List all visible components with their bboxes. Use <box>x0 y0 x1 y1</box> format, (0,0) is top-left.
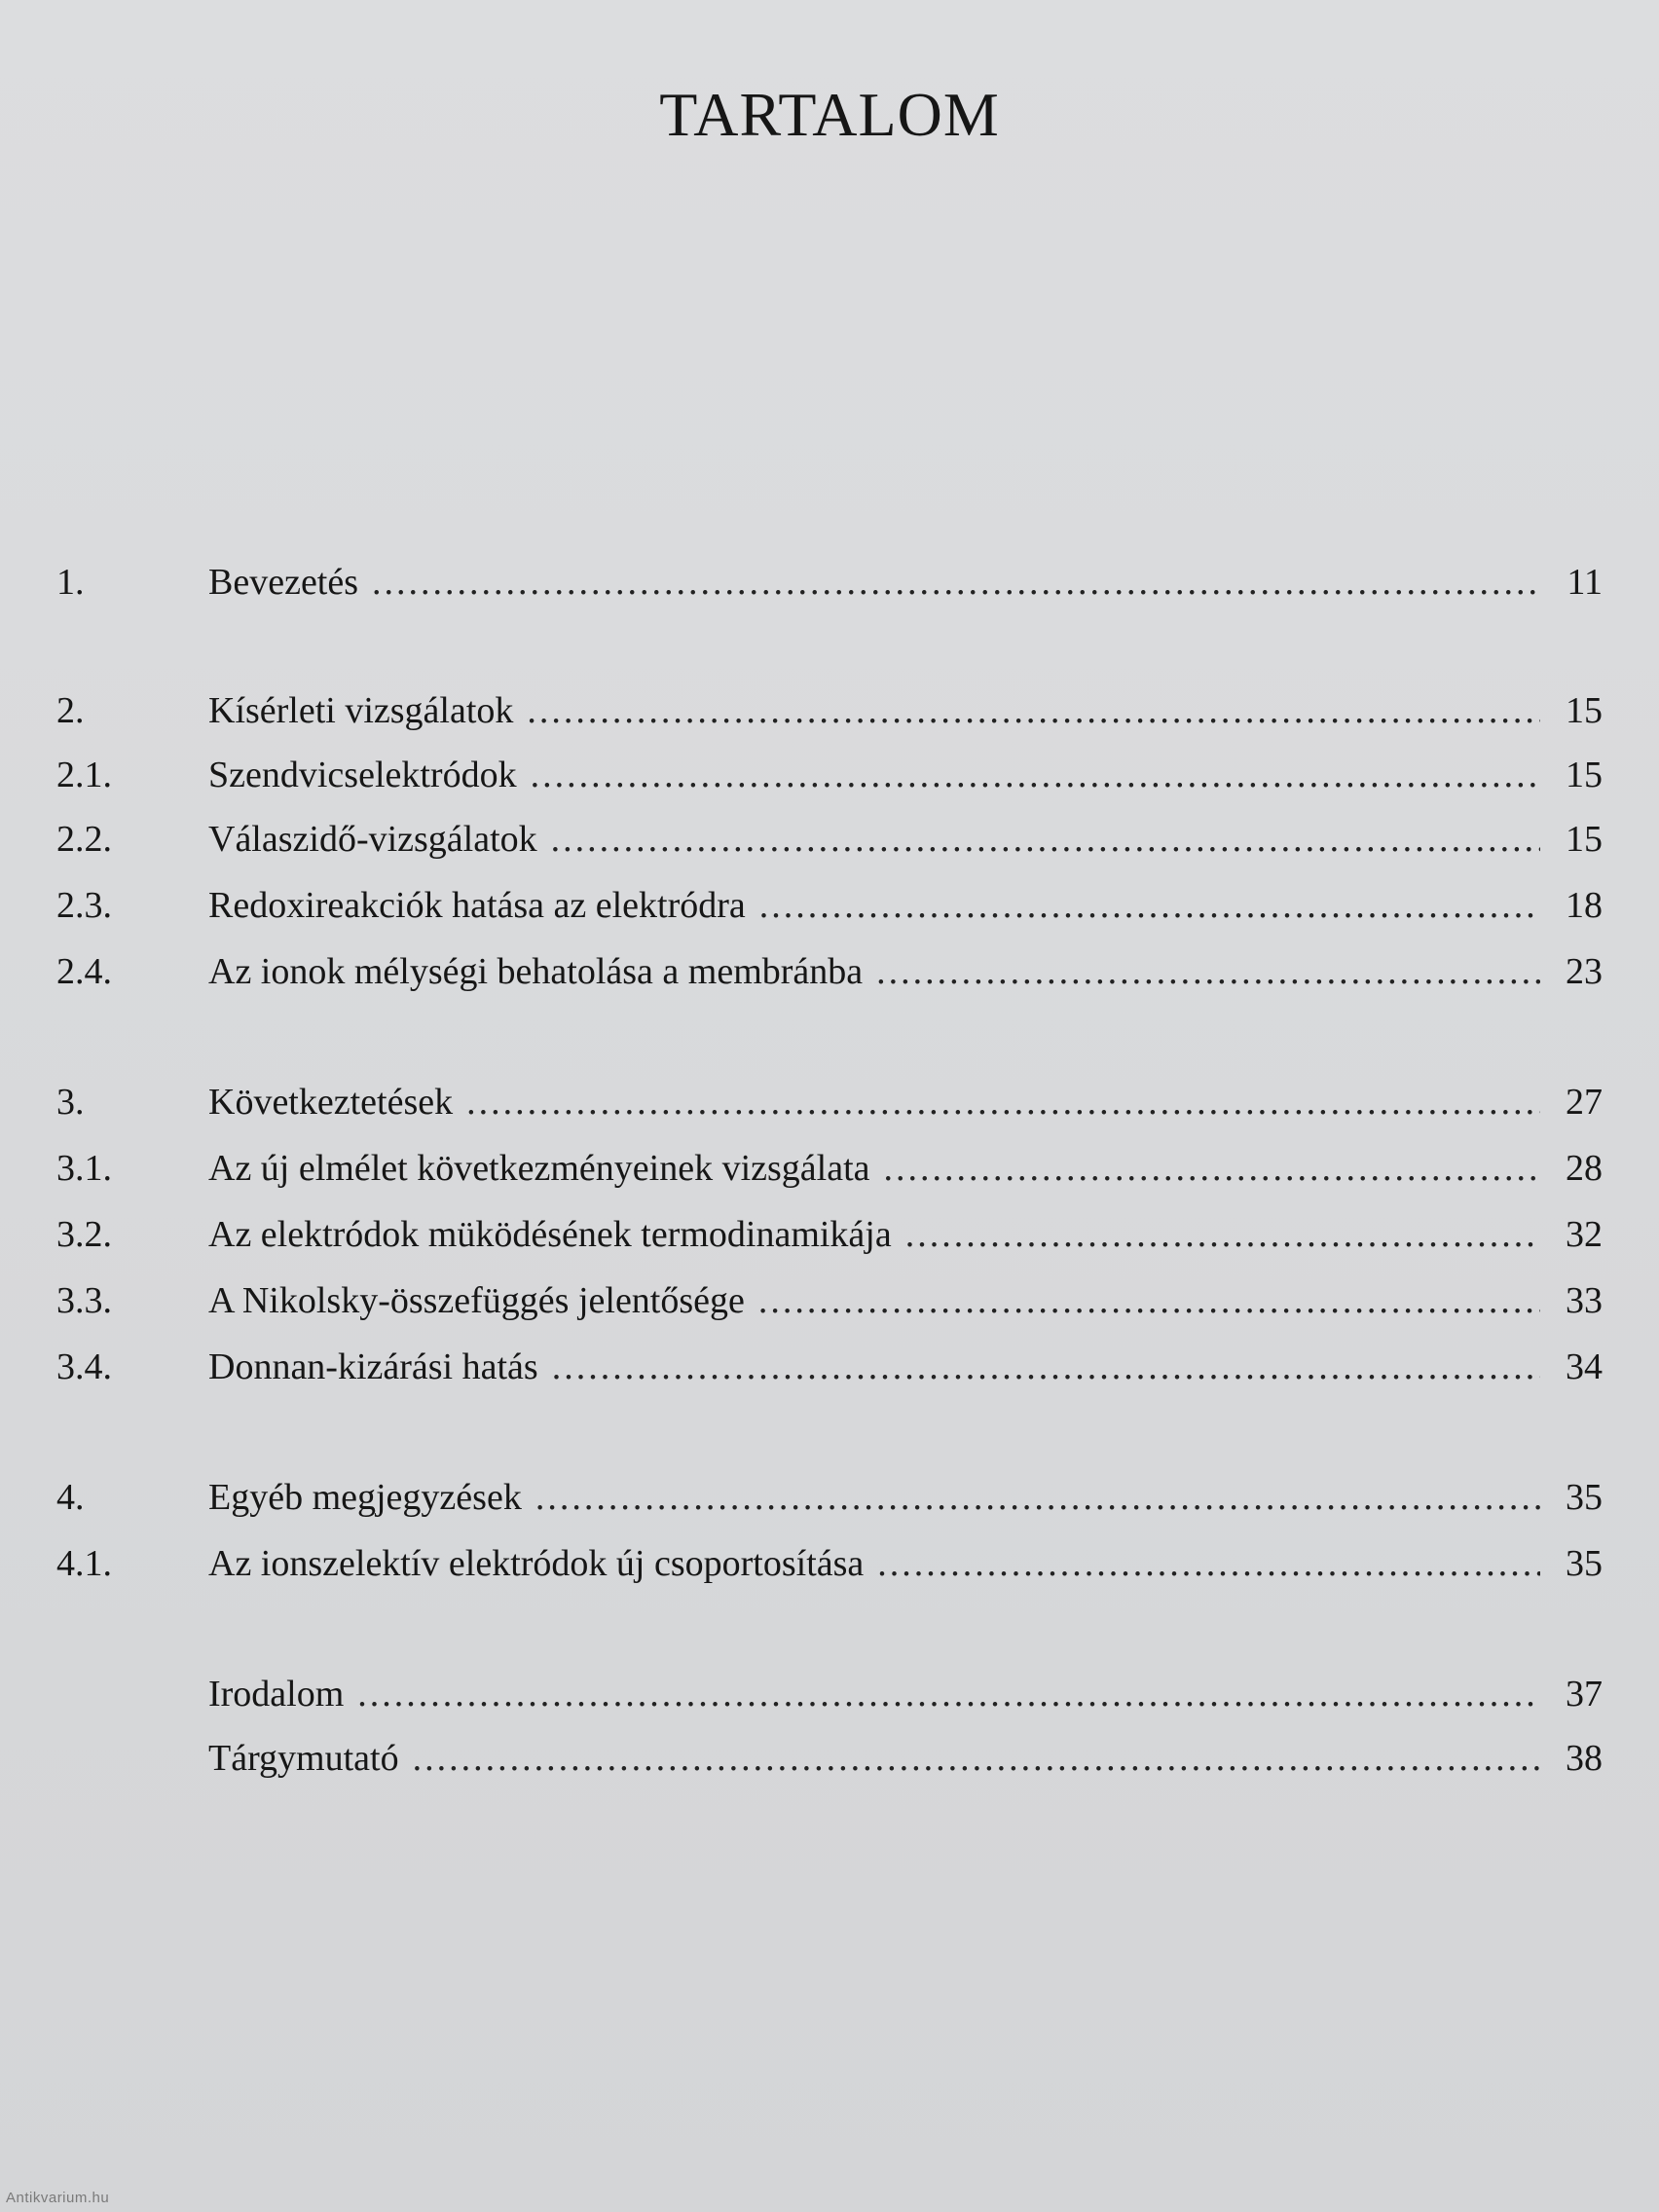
toc-page: 33 <box>1566 1280 1603 1321</box>
toc-label: Következtetések <box>208 1082 454 1123</box>
toc-label: Redoxireakciók hatása az elektródra <box>208 885 746 926</box>
toc-page: 38 <box>1566 1738 1603 1779</box>
toc-entry <box>0 940 1659 1003</box>
toc-number: 4. <box>56 1477 85 1518</box>
toc-leader <box>877 1532 1540 1595</box>
toc-label: Egyéb megjegyzések <box>208 1477 522 1518</box>
toc-entry <box>0 744 1659 806</box>
toc-leader <box>876 940 1540 1003</box>
toc-page: 15 <box>1566 819 1603 860</box>
toc-leader <box>466 1071 1540 1133</box>
toc-label: Bevezetés <box>208 562 359 603</box>
toc-label: Donnan-kizárási hatás <box>208 1346 538 1387</box>
watermark: Antikvarium.hu <box>6 2190 110 2206</box>
toc-number: 2.1. <box>56 755 112 795</box>
toc-number: 2.3. <box>56 885 112 926</box>
toc-number: 4.1. <box>56 1543 112 1584</box>
toc-number: 2.4. <box>56 951 112 992</box>
toc-number: 2. <box>56 690 85 731</box>
toc-page: 35 <box>1566 1543 1603 1584</box>
toc-label: Válaszidő-vizsgálatok <box>208 819 537 860</box>
toc-number: 3.2. <box>56 1214 112 1255</box>
page-title: TARTALOM <box>659 80 1000 149</box>
toc-page: 11 <box>1567 562 1603 603</box>
toc-entry <box>0 1727 1659 1789</box>
toc-leader <box>551 808 1540 870</box>
toc-entry <box>0 1071 1659 1133</box>
toc-entry <box>0 808 1659 870</box>
toc-label: Az új elmélet következményeinek vizsgálata <box>208 1148 870 1189</box>
toc-label: Az elektródok müködésének termodinamikája <box>208 1214 892 1255</box>
toc-number: 1. <box>56 562 85 603</box>
toc-number: 3. <box>56 1082 85 1123</box>
toc-entry <box>0 1336 1659 1398</box>
toc-label: Kísérleti vizsgálatok <box>208 690 514 731</box>
toc-entry <box>0 1466 1659 1529</box>
toc-leader <box>413 1727 1540 1789</box>
toc-entry <box>0 874 1659 937</box>
toc-page: 27 <box>1566 1082 1603 1123</box>
toc-label: Az ionok mélységi behatolása a membránba <box>208 951 864 992</box>
toc-page: 34 <box>1566 1346 1603 1387</box>
toc-page: 18 <box>1566 885 1603 926</box>
toc-page: 28 <box>1566 1148 1603 1189</box>
toc-leader <box>905 1203 1540 1266</box>
toc-page: 32 <box>1566 1214 1603 1255</box>
toc-label: A Nikolsky-összefüggés jelentősége <box>208 1280 745 1321</box>
toc-leader <box>884 1137 1541 1199</box>
toc-page: 35 <box>1566 1477 1603 1518</box>
toc-entry <box>0 1270 1659 1332</box>
toc-leader <box>372 551 1540 613</box>
toc-leader <box>535 1466 1540 1529</box>
toc-number: 3.4. <box>56 1346 112 1387</box>
toc-entry <box>0 1663 1659 1725</box>
toc-page: 15 <box>1566 690 1603 731</box>
toc-label: Irodalom <box>208 1674 345 1714</box>
toc-leader <box>531 744 1540 806</box>
toc-page: 23 <box>1566 951 1603 992</box>
toc-page: 37 <box>1566 1674 1603 1714</box>
toc-label: Az ionszelektív elektródok új csoportosítása <box>208 1543 865 1584</box>
toc-leader <box>552 1336 1540 1398</box>
toc-entry <box>0 1532 1659 1595</box>
toc-number: 3.3. <box>56 1280 112 1321</box>
toc-leader <box>527 680 1540 742</box>
toc-entry <box>0 1137 1659 1199</box>
toc-leader <box>357 1663 1540 1725</box>
toc-page: 15 <box>1566 755 1603 795</box>
toc-number: 2.2. <box>56 819 112 860</box>
toc-label: Tárgymutató <box>208 1738 399 1779</box>
toc-entry <box>0 680 1659 742</box>
toc-entry <box>0 551 1659 613</box>
toc-leader <box>758 1270 1540 1332</box>
toc-entry <box>0 1203 1659 1266</box>
toc-number: 3.1. <box>56 1148 112 1189</box>
toc-leader <box>759 874 1540 937</box>
toc-label: Szendvicselektródok <box>208 755 517 795</box>
